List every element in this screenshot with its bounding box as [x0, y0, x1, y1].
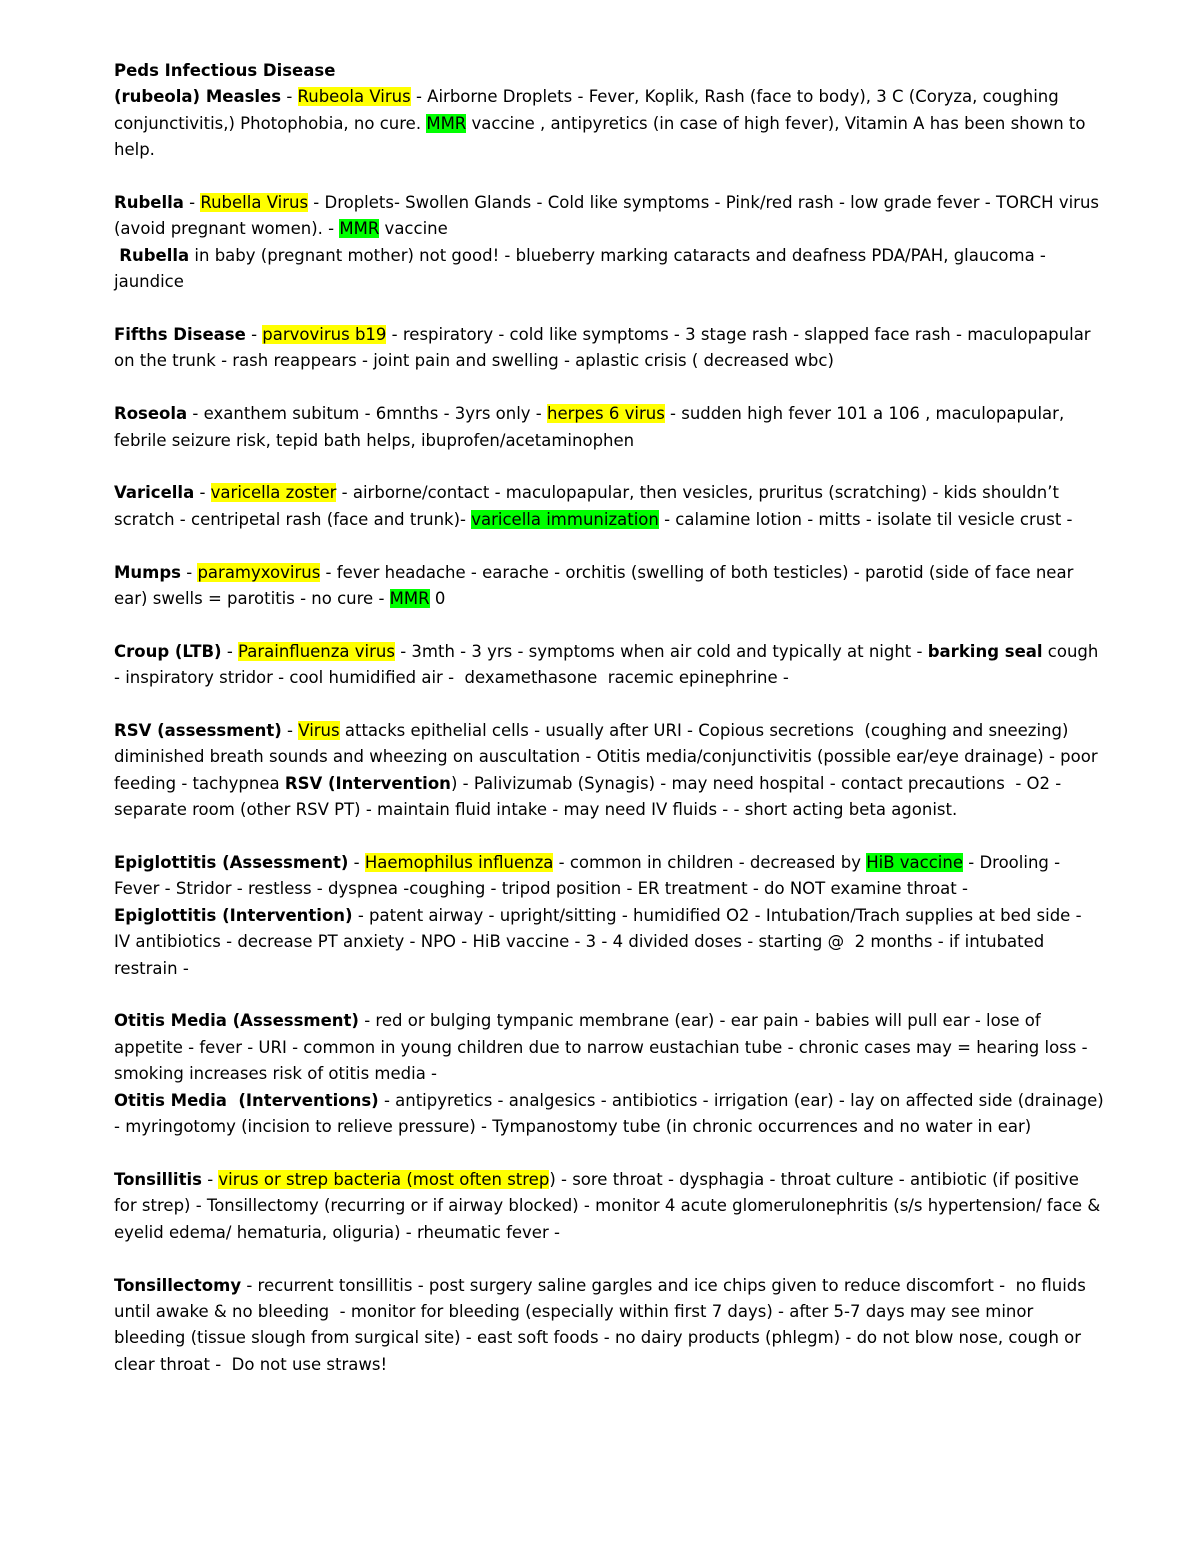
paragraph: [114, 639, 1104, 692]
yellow-highlight: Haemophilus influenza: [364, 853, 554, 873]
bold-term: Epiglottitis (Assessment): [114, 853, 349, 873]
paragraph: [114, 1273, 1104, 1379]
body-text: vaccine: [379, 219, 448, 239]
bold-term: Croup (LTB): [114, 641, 222, 661]
body-text: -: [221, 641, 239, 661]
bold-term: (rubeola) Measles: [114, 87, 282, 107]
bold-term: Rubella: [119, 245, 190, 265]
green-highlight: MMR: [339, 219, 380, 239]
bold-term: Roseola: [114, 404, 188, 424]
body-text: 0: [429, 589, 446, 609]
yellow-highlight: Parainfluenza virus: [238, 641, 395, 661]
body-text: -: [245, 325, 263, 345]
bold-term: Otitis Media (Interventions): [114, 1090, 379, 1110]
body-text: - Droplets- Swollen Glands - Cold like symptoms - Pink/red rash - low grade fever - TORCH virus (avoid pregnant women). -: [114, 193, 1105, 239]
body-text: - red or bulging tympanic membrane (ear) - ear pain - babies will pull ear - lose of appetite - fever - URI - common in young children due to narrow eustachian tube - chronic cases may = hearing loss - smoking increases risk of otitis media -: [114, 1011, 1093, 1084]
body-text: cough - inspiratory stridor - cool humidified air - dexamethasone racemic epinephrine -: [114, 641, 1104, 688]
yellow-highlight: paramyxovirus: [197, 562, 321, 582]
paragraph: [114, 190, 1104, 243]
paragraph: [114, 1008, 1104, 1087]
bold-term: RSV (assessment): [114, 721, 282, 741]
body-text: - respiratory - cold like symptoms - 3 stage rash - slapped face rash - maculopapular on the trunk - rash reappears - joint pain and swelling - aplastic crisis ( decreased wbc): [114, 325, 1096, 371]
document-title: [114, 58, 1104, 84]
bold-term: Mumps: [114, 562, 181, 582]
body-text: - recurrent tonsillitis - post surgery saline gargles and ice chips given to reduce discomfort - no fluids until awake & no bleeding - monitor for bleeding (especially within first 7 days) - after 5-7 days may see minor bleeding (tissue slough from surgical site) - east soft foods - no dairy products (phlegm) - do not blow nose, cough or clear throat - Do not use straws!: [114, 1275, 1092, 1374]
body-text: - sudden high fever 101 a 106 , maculopapular, febrile seizure risk, tepid bath helps, ibuprofen/acetaminophen: [114, 404, 1070, 450]
green-highlight: varicella immunization: [471, 509, 659, 529]
body-text: in baby (pregnant mother) not good! - blueberry marking cataracts and deafness PDA/PAH, glaucoma - jaundice: [114, 245, 1052, 292]
body-text: attacks epithelial cells - usually after URI - Copious secretions (coughing and sneezing) diminished breath sounds and wheezing on auscultation - Otitis media/conjunctivitis (possible ear/eye drainage) - poor feeding - tachypnea: [114, 721, 1103, 793]
body-text: -: [183, 193, 201, 213]
green-highlight: MMR: [426, 113, 467, 133]
bold-term: Tonsillectomy: [114, 1275, 242, 1295]
green-highlight: MMR: [389, 589, 430, 609]
body-text: - fever headache - earache - orchitis (swelling of both testicles) - parotid (side of face near ear) swells = parotitis - no cure -: [114, 562, 1079, 609]
body-text: -: [201, 1169, 219, 1189]
bold-term: Fifths Disease: [114, 325, 246, 345]
body-text: -: [348, 853, 365, 873]
body-text: -: [281, 721, 299, 741]
body-text: vaccine , antipyretics (in case of high fever), Vitamin A has been shown to help.: [114, 113, 1091, 160]
bold-term: Varicella: [114, 483, 195, 503]
yellow-highlight: varicella zoster: [210, 483, 337, 503]
body-text: ) - Palivizumab (Synagis) - may need hospital - contact precautions - O2 - separate room (other RSV PT) - maintain fluid intake - may need IV fluids - - short acting beta agonist.: [114, 773, 1067, 820]
bold-term: RSV (Intervention: [284, 773, 451, 793]
paragraph: [114, 560, 1104, 613]
body-text: ) - sore throat - dysphagia - throat culture - antibiotic (if positive for strep) - Tonsillectomy (recurring or if airway blocked) - monitor 4 acute glomerulonephritis (s/s hypertension/ face & eyelid edema/ hematuria, oliguria) - rheumatic fever -: [114, 1169, 1106, 1242]
yellow-highlight: parvovirus b19: [262, 325, 387, 345]
document-body: [114, 58, 1134, 1378]
body-text: - airborne/contact - maculopapular, then vesicles, pruritus (scratching) - kids shouldn’t scratch - centripetal rash (face and trunk)-: [114, 483, 1065, 529]
bold-term: Epiglottitis (Intervention): [114, 905, 353, 925]
paragraph: [114, 1088, 1109, 1141]
paragraph: [114, 322, 1104, 375]
paragraph: [114, 243, 1104, 296]
body-text: - 3mth - 3 yrs - symptoms when air cold and typically at night -: [394, 641, 928, 661]
bold-term: Peds Infectious Disease: [114, 61, 336, 80]
bold-term: Rubella: [114, 193, 184, 213]
body-text: - patent airway - upright/sitting - humidified O2 - Intubation/Trach supplies at bed side - IV antibiotics - decrease PT anxiety - NPO - HiB vaccine - 3 - 4 divided doses - starting @ 2 months - if intubated restrain -: [114, 905, 1134, 978]
body-text: -: [194, 483, 211, 503]
body-text: - common in children - decreased by: [553, 853, 867, 873]
bold-term: Tonsillitis: [114, 1169, 202, 1189]
yellow-highlight: herpes 6 virus: [547, 404, 665, 424]
body-text: - antipyretics - analgesics - antibiotics - irrigation (ear) - lay on affected side (drainage) - myringotomy (incision to relieve pressure) - Tympanostomy tube (in chronic occurrences and no water in ear): [114, 1090, 1109, 1137]
green-highlight: HiB vaccine: [866, 853, 964, 873]
paragraph: [114, 903, 1134, 982]
paragraph: [114, 850, 1104, 903]
body-text: - exanthem subitum - 6mnths - 3yrs only -: [187, 404, 548, 424]
body-text: - Airborne Droplets - Fever, Koplik, Rash (face to body), 3 C (Coryza, coughing conjunctivitis,) Photophobia, no cure.: [114, 87, 1064, 133]
yellow-highlight: Rubella Virus: [200, 193, 309, 213]
paragraph: [114, 1167, 1104, 1246]
yellow-highlight: virus or strep bacteria (most often strep: [218, 1169, 550, 1189]
body-text: - Drooling - Fever - Stridor - restless - dyspnea -coughing - tripod position - ER treatment - do NOT examine throat -: [114, 853, 1066, 899]
body-text: - calamine lotion - mitts - isolate til vesicle crust -: [658, 509, 1073, 529]
paragraph: [114, 84, 1104, 163]
paragraph: [114, 401, 1104, 454]
yellow-highlight: Rubeola Virus: [297, 87, 411, 107]
body-text: -: [281, 87, 298, 107]
bold-term: barking seal: [927, 641, 1043, 661]
bold-term: Otitis Media (Assessment): [114, 1011, 359, 1031]
paragraph: [114, 718, 1104, 824]
yellow-highlight: Virus: [298, 721, 340, 741]
body-text: -: [181, 562, 198, 582]
paragraph: [114, 480, 1104, 533]
